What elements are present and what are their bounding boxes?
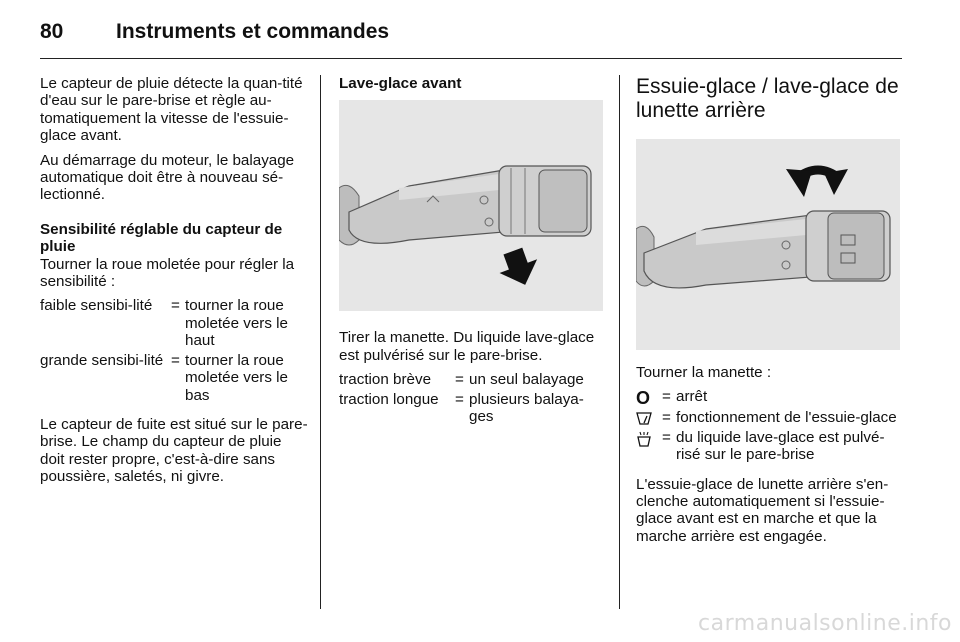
def-desc: du liquide lave-glace est pulvé-risé sur le pare-brise xyxy=(676,428,885,464)
section-heading: Sensibilité réglable du capteur de pluie xyxy=(40,220,283,256)
def-equals: = xyxy=(455,390,464,408)
rear-washer-icon xyxy=(636,429,658,464)
page-number: 80 xyxy=(40,20,64,43)
column-rear-wiper xyxy=(636,75,906,552)
chapter-title: Instruments et commandes xyxy=(116,20,390,43)
watermark: carmanualsonline.info xyxy=(698,611,952,636)
def-desc: plusieurs balaya-ges xyxy=(469,390,584,426)
def-equals: = xyxy=(171,297,180,315)
definition-row xyxy=(40,352,308,404)
def-equals: = xyxy=(662,428,671,446)
column-divider xyxy=(320,75,321,609)
definition-row xyxy=(40,297,308,349)
paragraph: Au démarrage du moteur, le balayage automatique doit être à nouveau sé-lectionné. xyxy=(40,151,295,204)
def-desc: un seul balayage xyxy=(469,371,584,389)
def-term: faible sensibi-lité xyxy=(40,297,153,315)
paragraph: Le capteur de pluie détecte la quan-tité d'eau sur le pare-brise et règle au-tomatiquement la vitesse de l'essuie-glace avant. xyxy=(40,75,303,145)
def-term: traction longue xyxy=(339,390,439,408)
def-equals: = xyxy=(455,371,464,389)
column-front-washer xyxy=(339,75,605,427)
column-rain-sensor xyxy=(40,75,308,493)
definition-row xyxy=(636,388,906,407)
def-desc: fonctionnement de l'essuie-glace xyxy=(676,409,897,427)
def-desc: tourner la roue moletée vers le haut xyxy=(185,297,288,350)
rear-wiper-icon xyxy=(636,409,658,426)
definition-row xyxy=(339,371,605,388)
paragraph: Tirer la manette. Du liquide lave-glace est pulvérisé sur le pare-brise. xyxy=(339,329,595,364)
page-header xyxy=(40,18,902,59)
off-icon: O xyxy=(636,388,651,409)
definition-row xyxy=(636,429,906,464)
def-desc: arrêt xyxy=(676,388,708,406)
paragraph: Tourner la manette : xyxy=(636,364,772,381)
def-equals: = xyxy=(662,388,671,406)
definition-row xyxy=(636,409,906,426)
def-desc: tourner la roue moletée vers le bas xyxy=(185,351,288,404)
paragraph: L'essuie-glace de lunette arrière s'en-clenche automatiquement si l'essuie-glace avant est en marche et que la marche arrière est engagée. xyxy=(636,475,889,545)
column-divider xyxy=(619,75,620,609)
stalk-rotate-illustration xyxy=(636,139,900,350)
section-heading: Lave-glace avant xyxy=(339,75,462,92)
definition-row xyxy=(339,391,605,426)
def-equals: = xyxy=(171,351,180,369)
section-title: Essuie-glace / lave-glace de lunette arrière xyxy=(636,75,899,122)
paragraph: Le capteur de fuite est situé sur le pare-brise. Le champ du capteur de pluie doit rester propre, c'est-à-dire sans poussière, saletés, ni givre. xyxy=(40,415,308,486)
stalk-pull-illustration xyxy=(339,100,603,311)
def-term: traction brève xyxy=(339,371,432,389)
def-equals: = xyxy=(662,409,671,427)
paragraph: Tourner la roue moletée pour régler la sensibilité : xyxy=(40,255,295,291)
def-term: grande sensibi-lité xyxy=(40,351,164,369)
